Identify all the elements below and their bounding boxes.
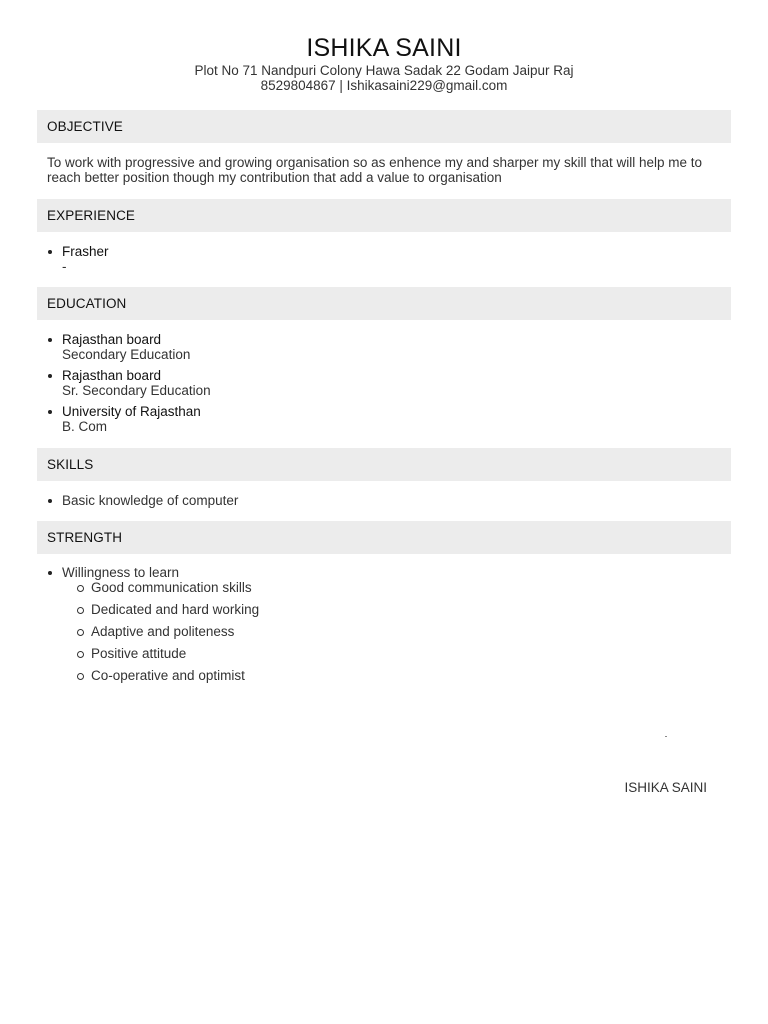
education-level: B. Com bbox=[62, 419, 108, 434]
list-item: Good communication skills bbox=[91, 580, 721, 595]
education-institution: Rajasthan board bbox=[62, 332, 162, 347]
candidate-name: ISHIKA SAINI bbox=[306, 34, 462, 62]
section-heading-experience: EXPERIENCE bbox=[37, 199, 731, 232]
objective-body bbox=[37, 143, 731, 199]
education-institution: Rajasthan board bbox=[62, 368, 162, 383]
address-line: Plot No 71 Nandpuri Colony Hawa Sadak 22 Godam Jaipur Raj bbox=[194, 63, 574, 78]
education-level: Secondary Education bbox=[62, 347, 191, 362]
experience-body bbox=[37, 232, 731, 287]
experience-section bbox=[37, 199, 731, 287]
objective-section bbox=[37, 110, 731, 199]
resume-header bbox=[37, 0, 731, 93]
education-level: Sr. Secondary Education bbox=[62, 383, 211, 398]
skills-body bbox=[37, 481, 731, 521]
objective-text: To work with progressive and growing organisation so as enhence my and sharper my skill that will help me to reach better position though my contribution that add a value to organisation bbox=[47, 155, 703, 185]
signature-name: ISHIKA SAINI bbox=[624, 780, 707, 795]
strength-main: Willingness to learn bbox=[62, 565, 180, 580]
list-item: Dedicated and hard working bbox=[91, 602, 721, 617]
list-item bbox=[62, 368, 721, 398]
education-section bbox=[37, 287, 731, 448]
contact-line: 8529804867 | Ishikasaini229@gmail.com bbox=[260, 78, 508, 93]
education-body bbox=[37, 320, 731, 448]
list-item bbox=[62, 244, 721, 274]
section-heading-strength: STRENGTH bbox=[37, 521, 731, 554]
list-item bbox=[62, 404, 721, 434]
strength-list bbox=[47, 565, 721, 683]
list-item: Co-operative and optimist bbox=[91, 668, 721, 683]
section-heading-education: EDUCATION bbox=[37, 287, 731, 320]
skills-list bbox=[47, 493, 721, 508]
education-institution: University of Rajasthan bbox=[62, 404, 201, 419]
list-item: Adaptive and politeness bbox=[91, 624, 721, 639]
skill-item: Basic knowledge of computer bbox=[62, 493, 239, 508]
section-heading-skills: SKILLS bbox=[37, 448, 731, 481]
skills-section bbox=[37, 448, 731, 521]
list-item bbox=[62, 565, 721, 683]
section-heading-objective: OBJECTIVE bbox=[37, 110, 731, 143]
education-list bbox=[47, 332, 721, 434]
experience-list bbox=[47, 244, 721, 274]
strength-sub-list bbox=[62, 580, 721, 683]
experience-detail: - bbox=[62, 259, 67, 274]
strength-body bbox=[37, 554, 731, 704]
strength-section bbox=[37, 521, 731, 704]
experience-title: Frasher bbox=[62, 244, 109, 259]
signature-mark bbox=[665, 736, 667, 737]
list-item: Positive attitude bbox=[91, 646, 721, 661]
list-item bbox=[62, 332, 721, 362]
list-item bbox=[62, 493, 721, 508]
